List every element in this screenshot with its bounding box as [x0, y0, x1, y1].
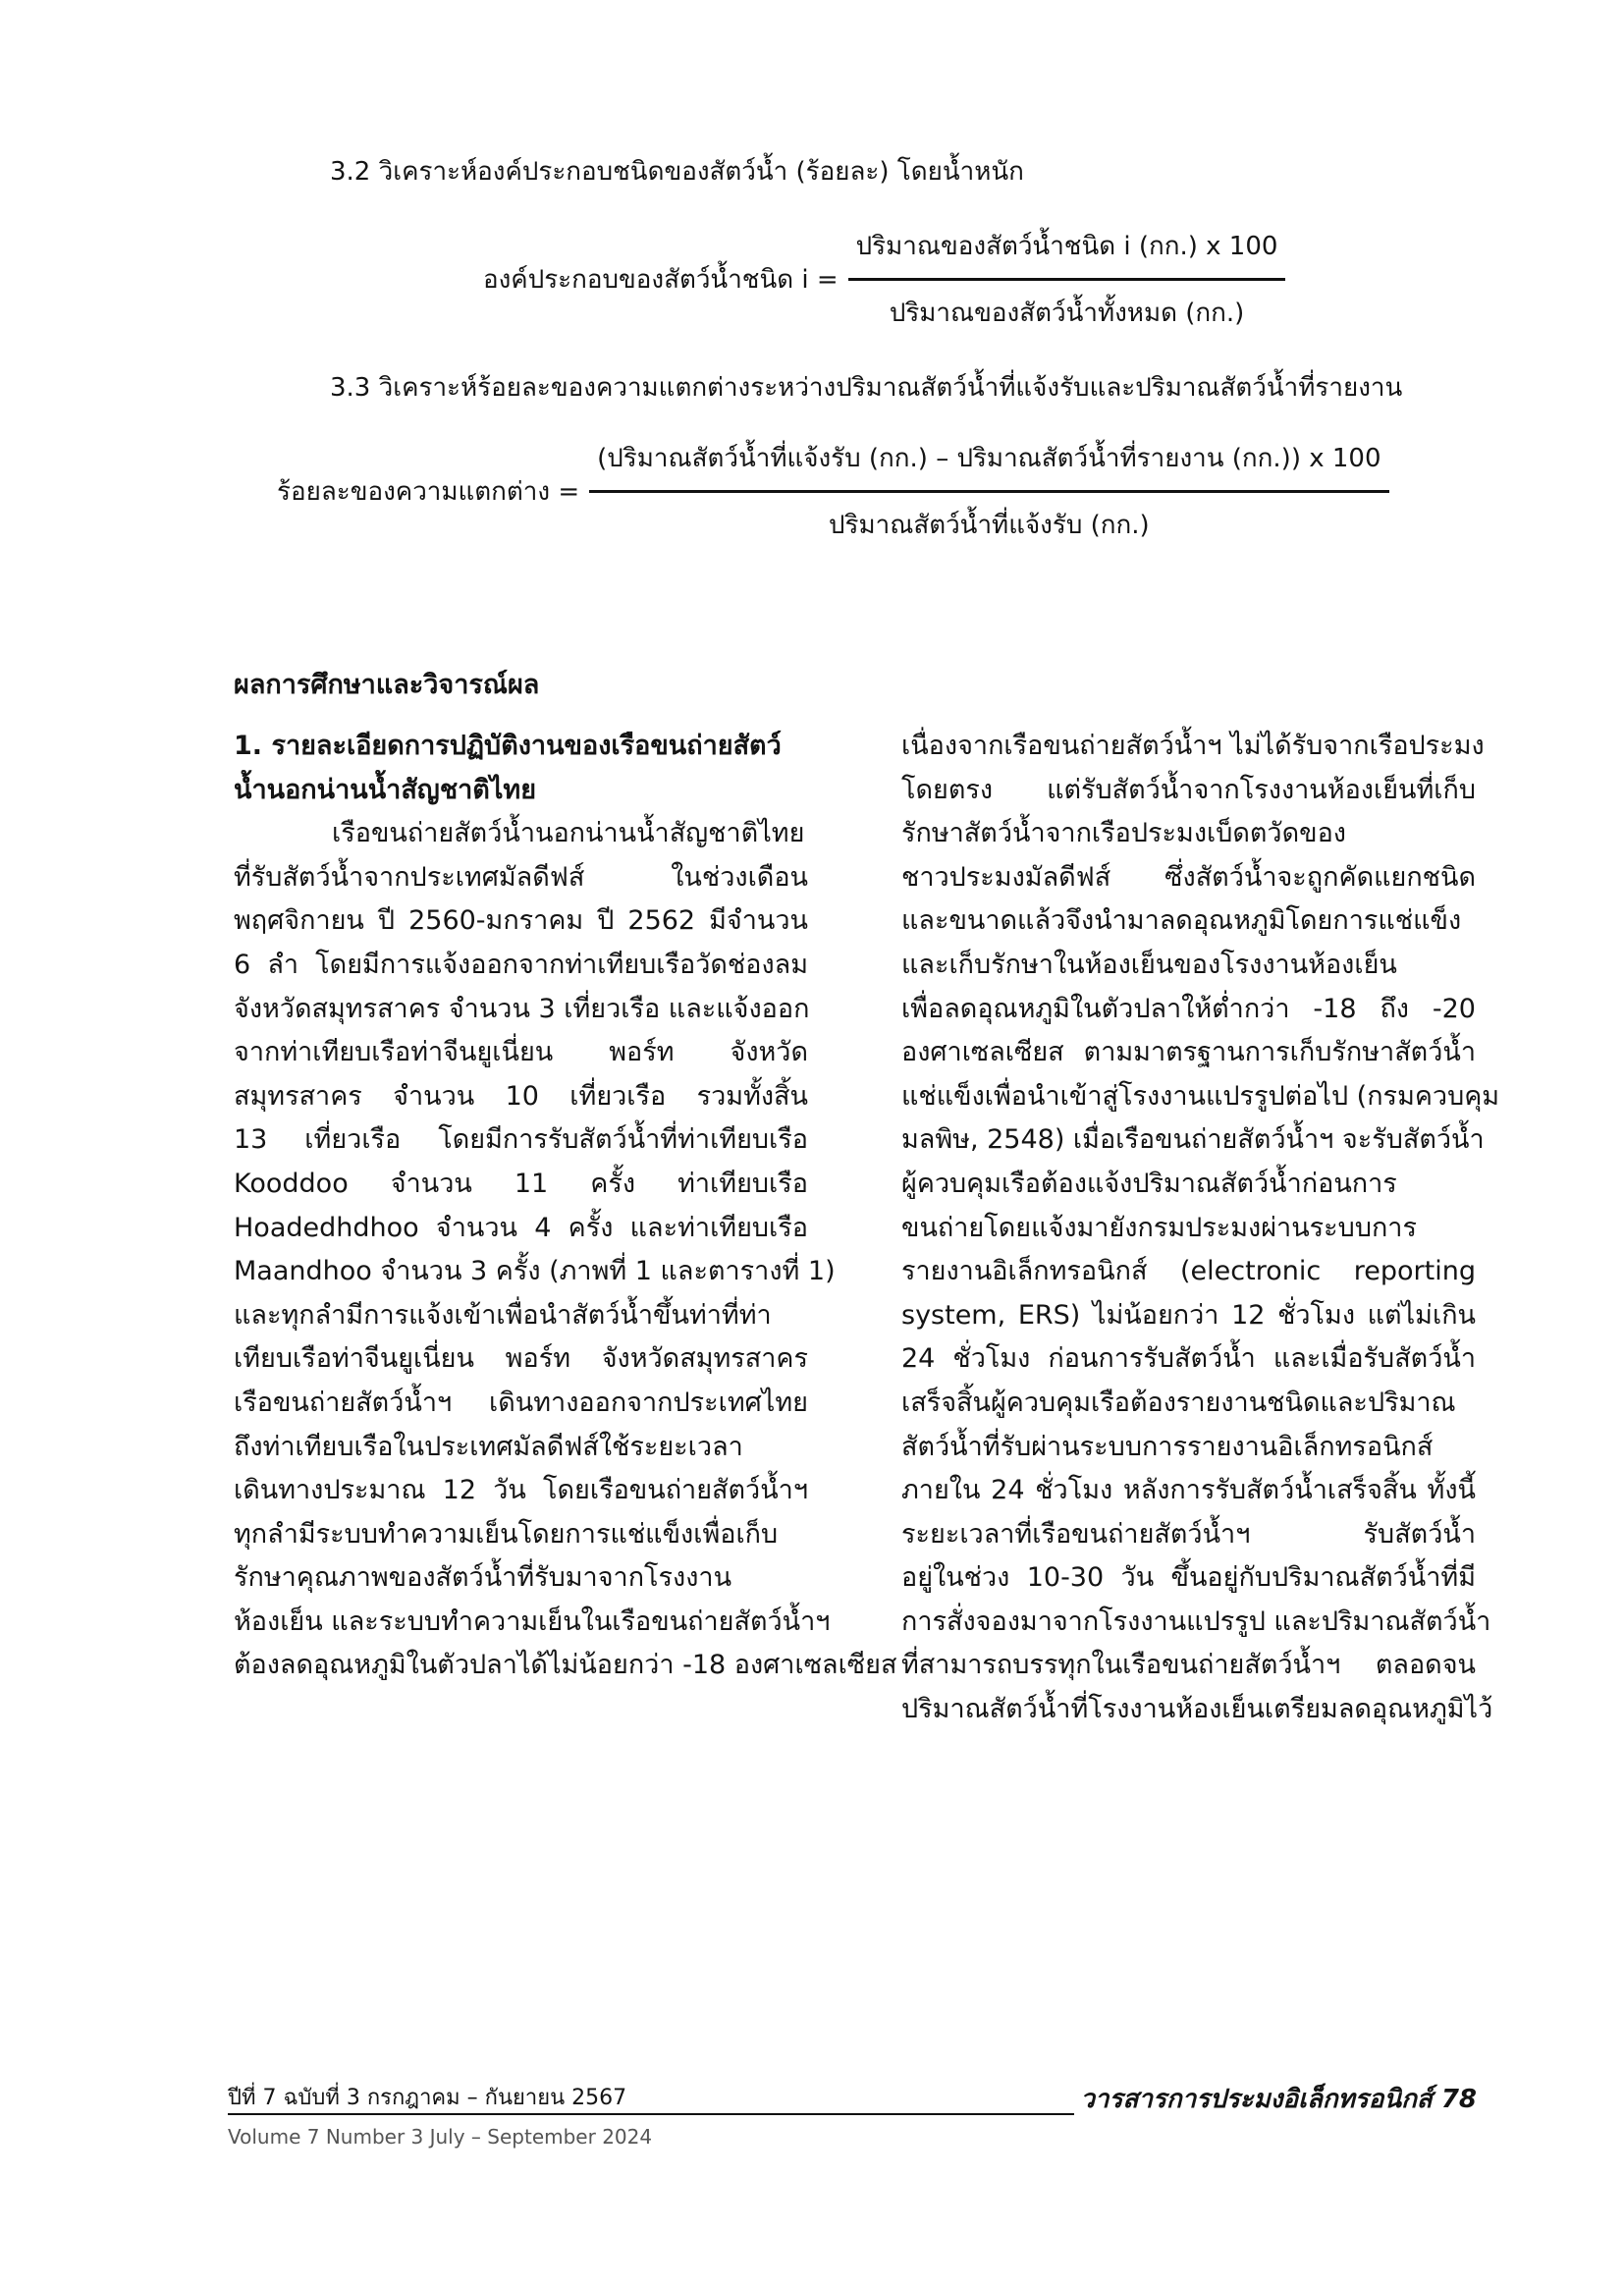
paragraph-line: มลพิษ, 2548) เมื่อเรือขนถ่ายสัตว์น้ำฯ จะรับสัตว์น้ำ — [901, 1124, 1485, 1156]
paragraph-line: ภายใน 24 ชั่วโมง หลังการรับสัตว์น้ำเสร็จสิ้น ทั้งนี้ — [901, 1475, 1476, 1506]
paragraph-line: และทุกลำมีการแจ้งเข้าเพื่อนำสัตว์น้ำขึ้นท่าที่ท่า — [234, 1299, 772, 1331]
paragraph-line: 6 ลำ โดยมีการแจ้งออกจากท่าเทียบเรือวัดช่องลม — [234, 949, 808, 980]
paragraph-line: ระยะเวลาที่เรือขนถ่ายสัตว์น้ำฯ รับสัตว์น้ำ — [901, 1518, 1476, 1550]
paragraph-line: เพื่อลดอุณหภูมิในตัวปลาให้ต่ำกว่า -18 ถึง -20 — [901, 993, 1476, 1024]
formula-3-3-lhs: ร้อยละของความแตกต่าง = — [277, 477, 580, 507]
paragraph-line: 24 ชั่วโมง ก่อนการรับสัตว์น้ำ และเมื่อรับสัตว์น้ำ — [901, 1343, 1476, 1375]
paragraph-line: รักษาสัตว์น้ำจากเรือประมงเบ็ดตวัดของ — [901, 818, 1346, 849]
footer-issue-english: Volume 7 Number 3 July – September 2024 — [228, 2125, 653, 2149]
paragraph-line: สัตว์น้ำที่รับผ่านระบบการรายงานอิเล็กทรอนิกส์ — [901, 1431, 1434, 1462]
formula-3-2-denominator: ปริมาณของสัตว์น้ำทั้งหมด (กก.) — [889, 299, 1245, 328]
formula-3-2-fraction — [848, 226, 1286, 333]
paragraph-line: ทุกลำมีระบบทำความเย็นโดยการแช่แข็งเพื่อเก็บ — [234, 1518, 779, 1550]
paragraph-line: system, ERS) ไม่น้อยกว่า 12 ชั่วโมง แต่ไม่เกิน — [901, 1299, 1476, 1331]
paragraph-line: ชาวประมงมัลดีฟส์ ซึ่งสัตว์น้ำจะถูกคัดแยกชนิด — [901, 861, 1476, 893]
paragraph-line: การสั่งจองมาจากโรงงานแปรรูป และปริมาณสัตว์น้ำ — [901, 1606, 1491, 1637]
paragraph-line: เดินทางประมาณ 12 วัน โดยเรือขนถ่ายสัตว์น้ำฯ — [234, 1475, 808, 1506]
paragraph-line: รายงานอิเล็กทรอนิกส์ (electronic reporting — [901, 1256, 1476, 1287]
paragraph-line: ห้องเย็น และระบบทำความเย็นในเรือขนถ่ายสัตว์น้ำฯ — [234, 1606, 831, 1637]
paragraph-line: พฤศจิกายน ปี 2560-มกราคม ปี 2562 มีจำนวน — [234, 905, 808, 937]
paragraph-line: Kooddoo จำนวน 11 ครั้ง ท่าเทียบเรือ — [234, 1168, 808, 1199]
paragraph-line: แช่แข็งเพื่อนำเข้าสู่โรงงานแปรรูปต่อไป (กรมควบคุม — [901, 1080, 1500, 1112]
subsection-title-line: 1. รายละเอียดการปฏิบัติงานของเรือขนถ่ายสัตว์ — [234, 731, 782, 761]
footer-divider — [228, 2113, 1074, 2115]
paragraph-line: เสร็จสิ้นผู้ควบคุมเรือต้องรายงานชนิดและปริมาณ — [901, 1387, 1456, 1418]
formula-3-2-numerator: ปริมาณของสัตว์น้ำชนิด i (กก.) x 100 — [855, 232, 1278, 261]
formula-3-3 — [277, 438, 1389, 545]
formula-3-2-heading: 3.2 วิเคราะห์องค์ประกอบชนิดของสัตว์น้ำ (ร้อยละ) โดยน้ำหนัก — [330, 157, 1024, 187]
paragraph-line: เรือขนถ่ายสัตว์น้ำฯ เดินทางออกจากประเทศไทย — [234, 1387, 808, 1418]
formula-3-3-denominator: ปริมาณสัตว์น้ำที่แจ้งรับ (กก.) — [829, 511, 1150, 540]
footer-journal-title: วารสารการประมงอิเล็กทรอนิกส์ 78 — [1080, 2085, 1477, 2114]
formula-3-3-heading: 3.3 วิเคราะห์ร้อยละของความแตกต่างระหว่างปริมาณสัตว์น้ำที่แจ้งรับและปริมาณสัตว์น้ำที่รายงาน — [330, 373, 1403, 403]
paragraph-line: โดยตรง แต่รับสัตว์น้ำจากโรงงานห้องเย็นที่เก็บ — [901, 774, 1476, 805]
paragraph-line: Maandhoo จำนวน 3 ครั้ง (ภาพที่ 1 และตารางที่ 1) — [234, 1256, 836, 1287]
paragraph-line: รักษาคุณภาพของสัตว์น้ำที่รับมาจากโรงงาน — [234, 1562, 732, 1594]
paragraph-line: ถึงท่าเทียบเรือในประเทศมัลดีฟส์ใช้ระยะเวลา — [234, 1431, 743, 1462]
paragraph-line: องศาเซลเซียส ตามมาตรฐานการเก็บรักษาสัตว์น้ำ — [901, 1037, 1476, 1068]
formula-3-2 — [483, 226, 1285, 333]
paragraph-line: 13 เที่ยวเรือ โดยมีการรับสัตว์น้ำที่ท่าเทียบเรือ — [234, 1124, 808, 1156]
page-footer — [228, 2084, 1477, 2119]
paragraph-line: เรือขนถ่ายสัตว์น้ำนอกน่านน้ำสัญชาติไทย — [332, 818, 805, 849]
paragraph-line: จังหวัดสมุทรสาคร จำนวน 3 เที่ยวเรือ และแจ้งออก — [234, 993, 810, 1024]
paragraph-line: เนื่องจากเรือขนถ่ายสัตว์น้ำฯ ไม่ได้รับจากเรือประมง — [901, 731, 1485, 761]
paragraph-line: และเก็บรักษาในห้องเย็นของโรงงานห้องเย็น — [901, 949, 1397, 980]
paragraph-line: ปริมาณสัตว์น้ำที่โรงงานห้องเย็นเตรียมลดอุณหภูมิไว้ — [901, 1694, 1493, 1725]
formula-3-3-numerator: (ปริมาณสัตว์น้ำที่แจ้งรับ (กก.) – ปริมาณสัตว์น้ำที่รายงาน (กก.)) x 100 — [597, 444, 1381, 473]
paragraph-line: Hoadedhdhoo จำนวน 4 ครั้ง และท่าเทียบเรือ — [234, 1212, 808, 1243]
left-column — [234, 725, 897, 1688]
footer-issue-thai: ปีที่ 7 ฉบับที่ 3 กรกฎาคม – กันยายน 2567 — [228, 2086, 627, 2110]
formula-3-3-fraction — [589, 438, 1388, 545]
subsection-title-line: น้ำนอกน่านน้ำสัญชาติไทย — [234, 774, 537, 805]
paragraph-line: ที่รับสัตว์น้ำจากประเทศมัลดีฟส์ ในช่วงเดือน — [234, 861, 808, 893]
paragraph-line: จากท่าเทียบเรือท่าจีนยูเนี่ยน พอร์ท จังหวัด — [234, 1037, 808, 1068]
paragraph-line: ผู้ควบคุมเรือต้องแจ้งปริมาณสัตว์น้ำก่อนการ — [901, 1168, 1397, 1199]
paragraph-line: ขนถ่ายโดยแจ้งมายังกรมประมงผ่านระบบการ — [901, 1212, 1417, 1243]
paragraph-line: ที่สามารถบรรทุกในเรือขนถ่ายสัตว์น้ำฯ ตลอดจน — [901, 1650, 1476, 1681]
paragraph-line: ต้องลดอุณหภูมิในตัวปลาได้ไม่น้อยกว่า -18 องศาเซลเซียส — [234, 1650, 897, 1681]
paragraph-line: และขนาดแล้วจึงนำมาลดอุณหภูมิโดยการแช่แข็ง — [901, 905, 1462, 937]
paragraph-line: อยู่ในช่วง 10-30 วัน ขึ้นอยู่กับปริมาณสัตว์น้ำที่มี — [901, 1562, 1476, 1594]
right-column — [901, 725, 1500, 1732]
formula-3-2-lhs: องค์ประกอบของสัตว์น้ำชนิด i = — [483, 265, 839, 295]
paragraph-line: สมุทรสาคร จำนวน 10 เที่ยวเรือ รวมทั้งสิ้น — [234, 1080, 808, 1112]
paragraph-line: เทียบเรือท่าจีนยูเนี่ยน พอร์ท จังหวัดสมุทรสาคร — [234, 1343, 808, 1375]
section-title: ผลการศึกษาและวิจารณ์ผล — [234, 670, 540, 700]
